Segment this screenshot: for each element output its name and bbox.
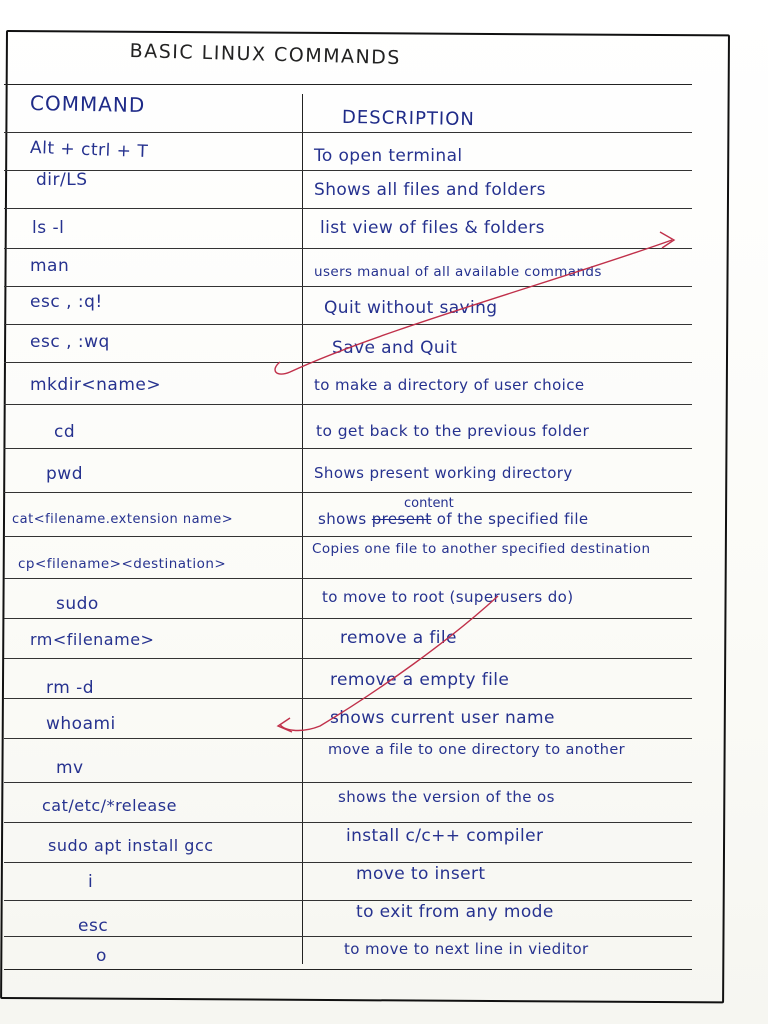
header-description: DESCRIPTION — [341, 106, 476, 131]
command-cell: cp<filename><destination> — [18, 556, 227, 572]
desc-word: of the specified file — [431, 510, 589, 528]
description-cell: remove a empty file — [330, 670, 510, 690]
header-command: COMMAND — [29, 90, 146, 118]
command-cell: mkdir<name> — [30, 375, 162, 395]
description-cell: list view of files & folders — [320, 218, 545, 238]
command-cell: rm<filename> — [30, 630, 155, 649]
description-cell: Shows all files and folders — [314, 180, 546, 200]
command-cell: man — [30, 256, 70, 276]
description-cell: to exit from any mode — [356, 902, 554, 922]
desc-word: shows — [318, 510, 372, 528]
inserted-word: content — [404, 496, 454, 511]
description-cell: to move to root (superusers do) — [322, 588, 574, 606]
command-cell: ls -l — [32, 218, 65, 238]
description-cell: shows current user name — [330, 708, 555, 728]
command-cell: dir/LS — [36, 170, 88, 190]
description-cell: Save and Quit — [332, 338, 458, 358]
description-cell: Quit without saving — [324, 298, 498, 318]
command-cell: o — [96, 946, 107, 966]
command-cell: cat<filename.extension name> — [12, 512, 234, 527]
command-cell: whoami — [46, 714, 116, 734]
command-cell: cd — [54, 422, 76, 442]
command-cell: pwd — [46, 464, 83, 484]
description-cell: to move to next line in vieditor — [344, 940, 589, 958]
command-cell: esc , :q! — [30, 292, 103, 312]
arrow-mark — [275, 240, 672, 374]
description-cell: Shows present working directory — [314, 464, 573, 482]
command-cell: rm -d — [46, 678, 95, 698]
command-cell: Alt + ctrl + T — [29, 137, 149, 163]
description-cell: install c/c++ compiler — [346, 826, 544, 846]
description-cell: users manual of all available commands — [314, 264, 602, 280]
description-cell: to get back to the previous folder — [316, 422, 590, 440]
command-cell: esc — [78, 916, 109, 936]
description-cell: move a file to one directory to another — [328, 742, 625, 758]
command-cell: esc , :wq — [30, 332, 110, 352]
arrow-mark — [280, 596, 498, 730]
description-cell: Copies one file to another specified destination — [312, 541, 651, 557]
description-cell: remove a file — [340, 628, 457, 648]
command-cell: mv — [56, 758, 84, 778]
command-cell: sudo — [56, 594, 99, 614]
command-cell: cat/etc/*release — [42, 796, 177, 815]
struck-word: present — [371, 510, 432, 528]
command-cell: i — [88, 872, 94, 892]
description-cell: to make a directory of user choice — [314, 376, 585, 394]
page-title: BASIC LINUX COMMANDS — [129, 40, 402, 70]
description-cell: shows the version of the os — [338, 788, 555, 806]
description-cell: To open terminal — [314, 146, 463, 166]
description-cell: move to insert — [356, 864, 486, 884]
command-cell: sudo apt install gcc — [48, 836, 214, 855]
